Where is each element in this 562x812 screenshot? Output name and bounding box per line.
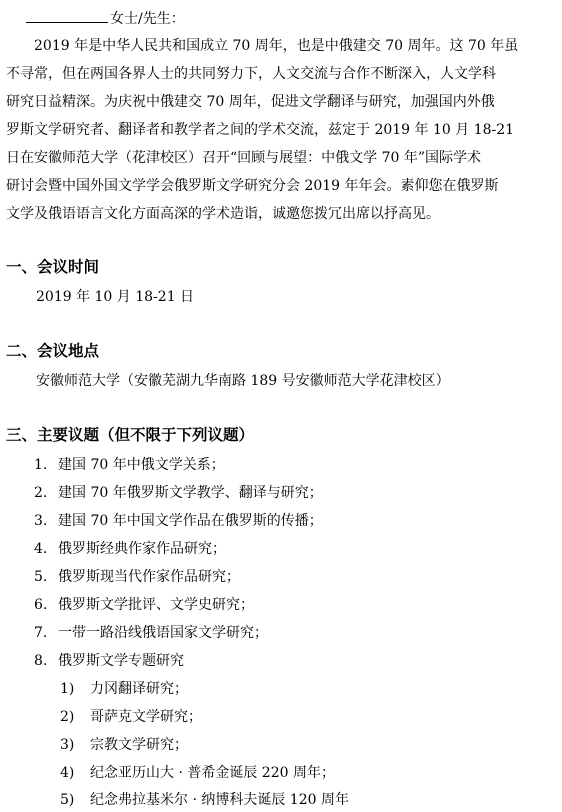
name-blank <box>26 8 108 23</box>
sub-list-item <box>60 679 188 699</box>
list-item <box>34 651 184 671</box>
list-item-number: 7. <box>34 625 48 641</box>
sub-list-item-number: 5) <box>60 792 75 808</box>
list-item <box>34 511 323 531</box>
sub-list-item <box>60 735 188 755</box>
section-heading-topics: 三、主要议题（但不限于下列议题） <box>6 426 255 444</box>
intro-line: 研讨会暨中国外国文学学会俄罗斯文学研究分会 2019 年年会。素仰您在俄罗斯 <box>6 178 499 194</box>
list-item-text: 建国 70 年中俄文学关系； <box>58 457 225 473</box>
intro-line: 罗斯文学研究者、翻译者和教学者之间的学术交流，兹定于 2019 年 10 月 18-21 <box>6 122 515 138</box>
list-item-text: 俄罗斯经典作家作品研究； <box>58 541 226 557</box>
sub-list-item-number: 3) <box>60 737 75 753</box>
sub-list-item <box>60 790 349 810</box>
list-item <box>34 567 240 587</box>
list-item <box>34 595 254 615</box>
salutation-text: 女士/先生： <box>110 11 185 27</box>
sub-list-item-text: 纪念弗拉基米尔 · 纳博科夫诞辰 120 周年 <box>90 792 349 808</box>
list-item <box>34 623 268 643</box>
section-heading-time: 一、会议时间 <box>6 258 100 276</box>
list-item-number: 2. <box>34 485 48 501</box>
sub-list-item-text: 宗教文学研究； <box>90 737 188 753</box>
sub-list-item-text: 纪念亚历山大 · 普希金诞辰 220 周年； <box>90 765 335 781</box>
sub-list-item-number: 2) <box>60 709 75 725</box>
section-heading-place: 二、会议地点 <box>6 342 100 360</box>
sub-list-item-text: 力冈翻译研究； <box>90 681 188 697</box>
sub-list-item <box>60 763 335 783</box>
intro-line: 研究日益精深。为庆祝中俄建交 70 周年，促进文学翻译与研究，加强国内外俄 <box>6 94 495 110</box>
meeting-place: 安徽师范大学（安徽芜湖九华南路 189 号安徽师范大学花津校区） <box>36 373 450 389</box>
intro-line: 不寻常，但在两国各界人士的共同努力下，人文交流与合作不断深入，人文学科 <box>6 66 496 82</box>
intro-line: 文学及俄语语言文化方面高深的学术造诣，诚邀您拨冗出席以抒高见。 <box>6 206 440 222</box>
list-item-text: 一带一路沿线俄语国家文学研究； <box>58 625 268 641</box>
sub-list-item-number: 1) <box>60 681 75 697</box>
list-item-text: 俄罗斯文学批评、文学史研究； <box>58 597 254 613</box>
list-item <box>34 539 226 559</box>
sub-list-item <box>60 707 202 727</box>
list-item-text: 俄罗斯现当代作家作品研究； <box>58 569 240 585</box>
list-item-number: 3. <box>34 513 48 529</box>
intro-line: 日在安徽师范大学（花津校区）召开“回顾与展望：中俄文学 70 年”国际学术 <box>6 150 482 166</box>
list-item-text: 俄罗斯文学专题研究 <box>58 653 184 669</box>
meeting-time: 2019 年 10 月 18-21 日 <box>36 289 195 305</box>
list-item-text: 建国 70 年中国文学作品在俄罗斯的传播； <box>58 513 323 529</box>
sub-list-item-text: 哥萨克文学研究； <box>90 709 202 725</box>
sub-list-item-number: 4) <box>60 765 75 781</box>
list-item-number: 1. <box>34 457 48 473</box>
list-item <box>34 483 323 503</box>
list-item-text: 建国 70 年俄罗斯文学教学、翻译与研究； <box>58 485 323 501</box>
list-item-number: 4. <box>34 541 48 557</box>
list-item <box>34 455 225 475</box>
intro-line: 2019 年是中华人民共和国成立 70 周年，也是中俄建交 70 周年。这 70 年虽 <box>34 38 519 54</box>
list-item-number: 5. <box>34 569 48 585</box>
list-item-number: 8. <box>34 653 48 669</box>
salutation-line <box>26 8 185 28</box>
list-item-number: 6. <box>34 597 48 613</box>
